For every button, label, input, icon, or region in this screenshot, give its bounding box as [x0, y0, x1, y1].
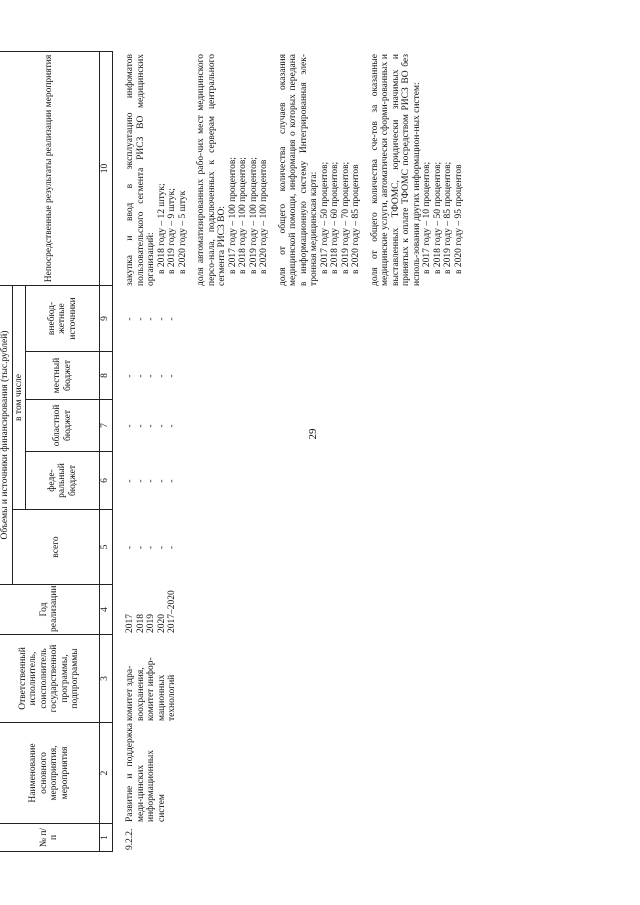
- funding-offbudget-values: [125, 286, 178, 352]
- header-results: Непосредственные результаты реализации мероприятия: [0, 51, 100, 285]
- column-number: 9: [100, 285, 113, 351]
- result-item: в 2020 году – 100 процентов: [259, 159, 269, 274]
- header-total: всего: [12, 510, 100, 585]
- result-intro: доля автоматизированных рабо-чих мест медицинского персо-нала, подключенных к серверам центрального сегмента РИСЗ ВО:: [196, 54, 227, 286]
- header-num: № п/п: [0, 824, 100, 852]
- row-name: Развитие и поддержка меди-цинских информационных систем: [125, 723, 167, 822]
- year-item: 2017–2020: [167, 590, 177, 633]
- dash-value: -: [146, 424, 156, 428]
- column-number: 10: [100, 51, 113, 285]
- year-item: 2019: [146, 614, 156, 633]
- funding-total-values: [125, 510, 178, 585]
- column-number: 1: [100, 824, 113, 852]
- result-item: в 2020 году – 95 процентов: [453, 164, 464, 274]
- result-item: в 2017 году – 100 процентов;: [227, 157, 238, 274]
- result-item: в 2018 году – 12 штук;: [156, 183, 167, 274]
- result-item: в 2020 году – 85 процентов: [351, 164, 361, 274]
- result-item: в 2019 году – 100 процентов;: [248, 157, 259, 274]
- result-intro: доля от общего количества случаев оказания медицинской помощи, информация о которых передана в информационную систему Интегрированная элек-тронная медицинская карта:: [277, 54, 319, 286]
- result-block: [278, 54, 362, 286]
- dash-value: -: [135, 479, 146, 483]
- funding-regional-values: [125, 400, 178, 452]
- year-item: 2018: [135, 614, 146, 633]
- dash-value: -: [146, 545, 156, 550]
- row-executor: комитет здра-воохранения, комитет инфор-мационных технологий: [125, 657, 177, 721]
- column-number: 5: [100, 510, 113, 585]
- rotated-page-content: [0, 52, 462, 852]
- column-number: 3: [100, 635, 113, 723]
- result-block: [125, 54, 188, 286]
- result-item: в 2018 году – 50 процентов;: [432, 161, 443, 274]
- results-column: [125, 54, 472, 286]
- header-local: местный бюджет: [26, 352, 100, 400]
- dash-value: -: [167, 479, 177, 483]
- result-item: в 2019 году – 85 процентов;: [443, 161, 453, 274]
- result-item: в 2017 году – 10 процентов;: [422, 161, 432, 274]
- dash-value: -: [125, 374, 135, 378]
- column-number: 6: [100, 452, 113, 510]
- dash-value: -: [167, 317, 177, 321]
- year-list: [125, 585, 178, 633]
- column-number: 7: [100, 400, 113, 452]
- dash-value: -: [156, 545, 167, 550]
- result-block: [196, 54, 270, 286]
- dash-value: -: [125, 317, 135, 321]
- dash-value: -: [167, 374, 177, 378]
- dash-value: -: [156, 317, 167, 321]
- result-item: в 2019 году – 9 штук;: [167, 188, 177, 274]
- funding-local-values: [125, 352, 178, 400]
- header-offbudget: внебюд-жетные источники: [26, 285, 100, 351]
- dash-value: -: [146, 374, 156, 378]
- column-number: 4: [100, 585, 113, 635]
- dash-value: -: [156, 424, 167, 428]
- dash-value: -: [125, 545, 135, 550]
- table-body: [125, 52, 462, 852]
- dash-value: -: [135, 317, 146, 321]
- header-regional: областной бюджет: [26, 400, 100, 452]
- dash-value: -: [167, 545, 177, 550]
- funding-table: [0, 51, 113, 852]
- result-intro: доля от общего количества сче-тов за оказанные медицинские услуги, автоматически сформи-рованных и выставленных ТФОМС, юридически значимых и принятых к оплате ТФОМС посредством РИСЗ ВО без исполь-зования других информацион-ных систем:: [369, 54, 422, 286]
- page-number: 29: [307, 428, 319, 440]
- header-federal: феде-ральный бюджет: [26, 452, 100, 510]
- header-year: Год реализации: [0, 585, 100, 635]
- result-block: [370, 54, 465, 286]
- header-including: в том числе: [12, 285, 26, 509]
- result-intro: закупка и ввод в эксплуатацию инфоматов пользовательского сегмента РИСЗ ВО медицинских организаций:: [125, 54, 156, 286]
- dash-value: -: [146, 479, 156, 483]
- result-item: в 2018 году – 100 процентов;: [238, 157, 248, 274]
- funding-federal-values: [125, 452, 178, 510]
- dash-value: -: [167, 424, 177, 428]
- year-item: 2017: [125, 614, 135, 633]
- dash-value: -: [125, 479, 135, 483]
- result-item: в 2018 году – 60 процентов;: [330, 161, 340, 274]
- dash-value: -: [135, 424, 146, 428]
- dash-value: -: [135, 545, 146, 550]
- dash-value: -: [125, 424, 135, 428]
- column-number: 8: [100, 352, 113, 400]
- dash-value: -: [135, 374, 146, 378]
- dash-value: -: [156, 479, 167, 483]
- dash-value: -: [156, 374, 167, 378]
- header-name: Наименование основного мероприятия, мероприятия: [0, 723, 100, 824]
- result-item: в 2017 году – 50 процентов;: [319, 161, 330, 274]
- column-number: 2: [100, 723, 113, 824]
- row-number: 9.2.2.: [125, 828, 135, 850]
- header-exec: Ответственный исполнитель, соисполнитель государственной программы, подпрограммы: [0, 635, 100, 723]
- dash-value: -: [146, 317, 156, 321]
- header-funding: Объемы и источники финансирования (тыс.рублей): [0, 285, 12, 584]
- result-item: в 2019 году – 70 процентов;: [340, 161, 351, 274]
- result-item: в 2020 году – 5 штук: [177, 190, 188, 274]
- year-item: 2020: [156, 614, 167, 633]
